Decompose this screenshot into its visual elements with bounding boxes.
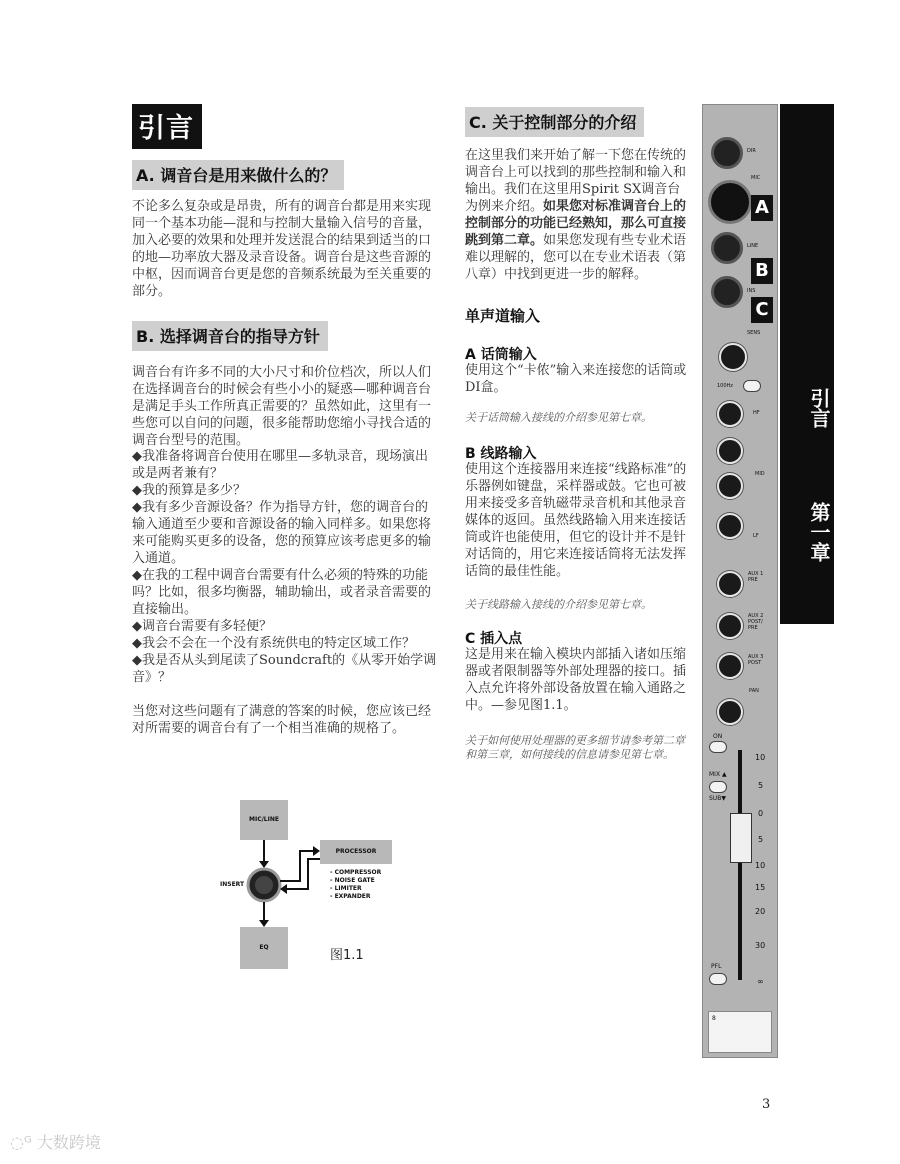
- mix-button-icon: [709, 781, 727, 793]
- sub-label: SUB▼: [709, 795, 726, 802]
- pfl-button-icon: [709, 973, 727, 985]
- dir-label: DIR: [747, 148, 756, 154]
- line-label: LINE: [747, 243, 759, 249]
- aux1-label: AUX 1 PRE: [748, 571, 764, 583]
- insert-point-body: 这是用来在输入模块内部插入诸如压缩器或者限制器等外部处理器的接口。插入点允许将外部设备放置在输入通路之中。—参见图1.1。: [465, 647, 687, 713]
- bullet-item: ◆调音台需要有多轻便？: [132, 619, 272, 634]
- section-c-body-2: 如果您发现有些专业术语难以理解的，您可以在专业术语表（第八章）中找到更进一步的解释。: [465, 233, 687, 282]
- section-c-body-bold: 如果您对标准调音台上的控制部分的功能已经熟知，那么可直接跳到第二章。: [465, 199, 687, 248]
- scribble-strip: [708, 1011, 772, 1053]
- aux2-label: AUX 2 POST/ PRE: [748, 613, 764, 631]
- processor-list-item: - NOISE GATE: [330, 877, 375, 884]
- lf-knob-icon: [717, 513, 743, 539]
- figure-caption: 图1.1: [330, 948, 364, 963]
- fader-scale-mark: 20: [755, 907, 766, 916]
- fader-scale-mark: ∞: [757, 977, 764, 986]
- watermark-text: 大数跨境: [36, 1133, 101, 1152]
- bullet-item: ◆我准备将调音台使用在哪里—多轨录音，现场演出或是两者兼有？: [132, 449, 428, 481]
- lf-label: LF: [753, 533, 759, 539]
- mic-line-box: MIC/LINE: [240, 800, 288, 840]
- pfl-label: PFL: [711, 963, 722, 970]
- aux1-knob-icon: [717, 571, 743, 597]
- aux3-knob-icon: [717, 653, 743, 679]
- mic-input-body: 使用这个“卡侬”输入来连接您的话筒或DI盒。: [465, 363, 687, 395]
- page-number: 3: [762, 1097, 771, 1112]
- fader-scale-mark: 5: [758, 781, 764, 790]
- chapter-side-tab: [780, 104, 834, 624]
- mid-knob-icon: [717, 438, 743, 464]
- eq-box: EQ: [240, 927, 288, 969]
- mic-input-note: 关于话筒输入接线的介绍参见第七章。: [465, 411, 652, 424]
- chapter-number: 第一章: [807, 502, 831, 562]
- hf-knob-icon: [717, 401, 743, 427]
- figure-1-1: [218, 795, 418, 975]
- section-b-heading: B. 选择调音台的指导方针: [132, 321, 328, 351]
- mid-label: MID: [755, 471, 765, 477]
- callout-letter-a: A: [751, 195, 773, 221]
- dir-jack-icon: [711, 137, 743, 169]
- chapter-title: 引言: [807, 388, 831, 428]
- fader-scale-mark: 0: [758, 809, 764, 818]
- callout-letter-c: C: [751, 297, 773, 323]
- section-a-body: 不论多么复杂或是昂贵，所有的调音台都是用来实现同一个基本功能—混和与控制大量输入信号的音量，加入必要的效果和处理并发送混合的结果到适当的口的地—功率放大器及录音设备。调音台是这些音源的中枢，因而调音台更是您的音频系统最为至关重要的部分。: [132, 199, 432, 299]
- processor-list-item: - LIMITER: [330, 885, 362, 892]
- section-c-body-1: 在这里我们来开始了解一下您在传统的调音台上可以找到的那些控制和输入和输出。我们在这里用Spirit SX调音台为例来介绍。: [465, 148, 687, 214]
- sens-knob-icon: [719, 343, 747, 371]
- fader-slot: [738, 750, 742, 980]
- bullet-item: ◆我的预算是多少？: [132, 483, 246, 498]
- hf-label: HF: [753, 410, 760, 416]
- section-b-bullet-list: [132, 448, 438, 686]
- fader-scale-mark: 10: [755, 753, 766, 762]
- fader-scale-mark: 5: [758, 835, 764, 844]
- line-input-body: 使用这个连接器用来连接“线路标准”的乐器例如键盘，采样器或鼓。它也可被用来接受多音轨磁带录音机和其他录音媒体的返回。虽然线路输入用来连接话筒或许也能使用，但它的设计并不是针对话筒的，用它来连接话筒将无法发挥话筒的最佳性能。: [465, 462, 687, 579]
- line-jack-icon: [711, 232, 743, 264]
- ins-label: INS: [747, 288, 756, 294]
- section-c-body: [465, 147, 690, 283]
- channel-number: 8: [712, 1015, 716, 1022]
- section-a-heading: A. 调音台是用来做什么的？: [132, 160, 344, 190]
- sens-label: SENS: [747, 330, 761, 336]
- channel-strip-illustration: [702, 104, 778, 1058]
- mono-input-heading: 单声道输入: [465, 307, 541, 325]
- bullet-item: ◆我会不会在一个没有系统供电的特定区域工作？: [132, 636, 415, 651]
- on-label: ON: [713, 733, 723, 740]
- aux3-label: AUX 3 POST: [748, 654, 764, 666]
- mic-label: MIC: [751, 175, 761, 181]
- fader-scale-mark: 30: [755, 941, 766, 950]
- bullet-item: ◆我有多少音源设备？作为指导方针，您的调音台的输入通道至少要和音源设备的输入同样多。如果您将来可能购买更多的设备，您的预算应该考虑更多的输入通道。: [132, 500, 432, 566]
- hpf-button-icon: [743, 380, 761, 392]
- fader-scale-mark: 10: [755, 861, 766, 870]
- insert-label: INSERT: [220, 881, 245, 888]
- bullet-item: ◆在我的工程中调音台需要有什么必须的特殊的功能吗？比如，很多均衡器，辅助输出，或者录音需要的直接输出。: [132, 568, 432, 617]
- on-button-icon: [709, 741, 727, 753]
- pan-knob-icon: [717, 699, 743, 725]
- fader-cap-icon: [730, 813, 752, 863]
- line-input-note: 关于线路输入接线的介绍参见第七章。: [465, 598, 652, 611]
- processor-box: PROCESSOR: [320, 840, 392, 864]
- mic-input-title: A 话筒输入: [465, 347, 537, 363]
- insert-jack-icon: [711, 276, 743, 308]
- page-title: 引言: [132, 104, 202, 149]
- watermark: [10, 1130, 101, 1153]
- insert-point-note: 关于如何使用处理器的更多细节请参考第二章和第三章，如何接线的信息请参见第七章。: [465, 734, 685, 761]
- pan-label: PAN: [749, 688, 759, 694]
- hz-label: 100Hz: [717, 383, 733, 389]
- xlr-connector-icon: [708, 180, 752, 224]
- fader-scale-mark: 15: [755, 883, 766, 892]
- processor-list-item: - COMPRESSOR: [330, 869, 382, 876]
- diagram-connections: [218, 795, 418, 975]
- section-c-heading: C. 关于控制部分的介绍: [465, 107, 644, 137]
- section-b-closing: 当您对这些问题有了满意的答案的时候，您应该已经对所需要的调音台有了一个相当准确的规格了。: [132, 704, 432, 736]
- line-input-title: B 线路输入: [465, 446, 537, 462]
- section-b-intro: 调音台有许多不同的大小尺寸和价位档次，所以人们在选择调音台的时候会有些小小的疑惑—哪种调音台是满足手头工作所真正需要的？虽然如此，这里有一些您可以自问的问题，很多能帮助您缩小寻找合适的调音台型号的范围。: [132, 365, 432, 448]
- processor-list-item: - EXPANDER: [330, 893, 371, 900]
- watermark-logo-icon: ◌ᴳ: [10, 1133, 32, 1152]
- mid-freq-knob-icon: [717, 473, 743, 499]
- insert-point-title: C 插入点: [465, 631, 523, 647]
- aux2-knob-icon: [717, 613, 743, 639]
- callout-letter-b: B: [751, 258, 773, 284]
- mix-label: MIX ▲: [709, 771, 727, 778]
- bullet-item: ◆我是否从头到尾读了Soundcraft的《从零开始学调音》？: [132, 653, 437, 685]
